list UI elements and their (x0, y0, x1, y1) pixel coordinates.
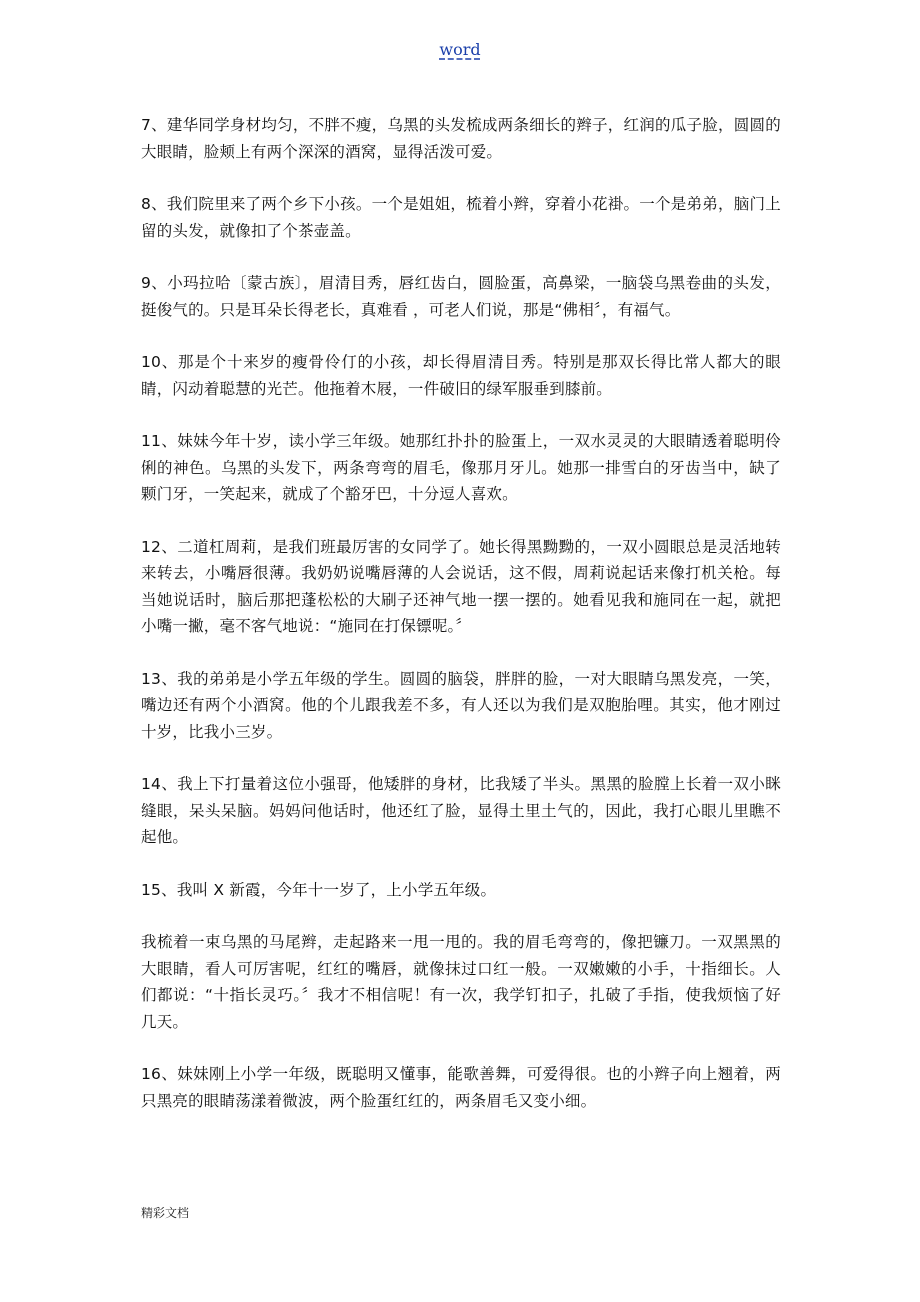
paragraph-15: 15、我叫 X 新霞，今年十一岁了，上小学五年级。 (141, 880, 497, 899)
paragraph-16: 16、妹妹刚上小学一年级，既聪明又懂事，能歌善舞，可爱得很。也的小辫子向上翘着，两只黑亮的眼睛荡漾着微波，两个脸蛋红红的，两条眉毛又变小细。 (141, 1065, 781, 1110)
paragraph-9: 9、小玛拉哈〔蒙古族〕，眉清目秀，唇红齿白，圆脸蛋，高鼻梁，一脑袋乌黑卷曲的头发，挺俊气的。只是耳朵长得老长，真难看 ，可老人们说，那是“佛相〞，有福气。 (141, 274, 781, 319)
paragraph-8: 8、我们院里来了两个乡下小孩。一个是姐姐，梳着小辫，穿着小花褂。一个是弟弟，脑门上留的头发，就像扣了个茶壶盖。 (141, 195, 781, 240)
header-word-link[interactable]: word (439, 40, 481, 59)
paragraph-13: 13、我的弟弟是小学五年级的学生。圆圆的脑袋，胖胖的脸，一对大眼睛乌黑发亮，一笑，嘴边还有两个小酒窝。他的个儿跟我差不多，有人还以为我们是双胞胎哩。其实，他才刚过十岁，比我小三岁。 (141, 669, 781, 741)
paragraph-14: 14、我上下打量着这位小强哥，他矮胖的身材，比我矮了半头。黑黑的脸膛上长着一双小眯缝眼，呆头呆脑。妈妈问他话时，他还红了脸，显得土里土气的，因此，我打心眼儿里瞧不起他。 (141, 775, 781, 846)
paragraph-10: 10、那是个十来岁的瘦骨伶仃的小孩，却长得眉清目秀。特别是那双长得比常人都大的眼睛，闪动着聪慧的光芒。他拖着木屐，一件破旧的绿军服垂到膝前。 (141, 353, 781, 398)
paragraph-7: 7、建华同学身材均匀，不胖不瘦，乌黑的头发梳成两条细长的辫子，红润的瓜子脸，圆圆的大眼睛，脸颊上有两个深深的酒窝，显得活泼可爱。 (141, 116, 781, 161)
document-body (141, 112, 781, 1140)
paragraph-11: 11、妹妹今年十岁，读小学三年级。她那红扑扑的脸蛋上，一双水灵灵的大眼睛透着聪明伶俐的神色。乌黑的头发下，两条弯弯的眉毛，像那月牙儿。她那一排雪白的牙齿当中，缺了颗门牙，一笑起来，就成了个豁牙巴，十分逗人喜欢。 (141, 432, 781, 503)
paragraph-15-continued: 我梳着一束乌黑的马尾辫，走起路来一甩一甩的。我的眉毛弯弯的，像把镰刀。一双黑黑的大眼睛，看人可厉害呢，红红的嘴唇，就像抹过口红一般。一双嫩嫩的小手，十指细长。人们都说：“十指长灵巧。〞我才不相信呢！有一次，我学钉扣子，扎破了手指，使我烦恼了好几天。 (141, 933, 781, 1031)
paragraph-12: 12、二道杠周莉，是我们班最厉害的女同学了。她长得黑黝黝的，一双小圆眼总是灵活地转来转去，小嘴唇很薄。我奶奶说嘴唇薄的人会说话，这不假，周莉说起话来像打机关枪。每当她说话时，脑后那把蓬松松的大刷子还神气地一摆一摆的。她看见我和施同在一起，就把小嘴一撇，毫不客气地说：“施同在打保镖呢。〞 (141, 537, 781, 635)
page-footer: 精彩文档 (141, 1206, 190, 1220)
